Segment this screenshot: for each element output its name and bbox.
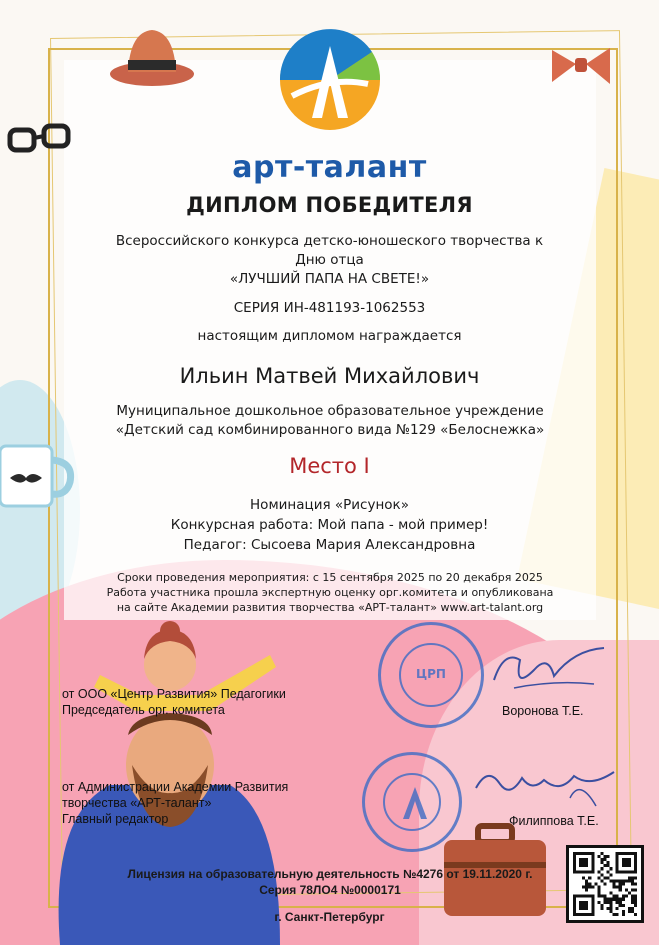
signatory-2-line-2: творчества «АРТ-талант» [62,796,212,810]
contest-work: Конкурсная работа: Мой папа - мой пример! [170,517,489,533]
terms-line-3: на сайте Академии развития творчества «АРТ-талант» www.art-talant.org [116,601,544,614]
awarded-text: настоящим дипломом награждается [197,328,462,344]
organization-line-1: Муниципальное дошкольное образовательное учреждение [116,403,544,419]
signature-voronova [484,640,614,700]
terms-block [90,570,570,615]
winner-name: Ильин Матвей Михайлович [179,364,480,388]
bow-tie-icon [548,42,614,92]
art-talant-logo-icon [272,22,388,138]
signatory-2 [62,779,322,827]
stamp-crp [378,622,484,728]
qr-code-pattern [573,852,637,916]
stamp-crp-text: ЦРП [416,667,446,681]
signatory-1-line-1: от ООО «Центр Развития» Педагогики [62,687,286,701]
organization [80,402,580,440]
diploma-title: ДИПЛОМ ПОБЕДИТЕЛЯ [186,193,473,217]
teacher: Педагог: Сысоева Мария Александровна [183,537,476,553]
brand-name: арт-талант [232,150,427,185]
signatory-2-name: Филиппова Т.Е. [509,814,599,828]
license-line-2: Серия 78ЛО4 №0000171 [259,883,401,897]
stamp-art-talant [362,752,462,852]
signatory-2-line-1: от Администрации Академии Развития [62,780,289,794]
city: г. Санкт-Петербург [274,910,385,924]
signatory-2-line-3: Главный редактор [62,812,169,826]
license-line-1: Лицензия на образовательную деятельность №4276 от 19.11.2020 г. [127,867,533,881]
stamp-logo-icon [399,785,431,821]
signature-filippova [470,758,620,818]
license-info [100,866,560,898]
terms-line-2: Работа участника прошла экспертную оценку орг.комитета и опубликована [106,586,554,599]
nomination: Номинация «Рисунок» [250,497,409,513]
series-number: СЕРИЯ ИН-481193-1062553 [233,300,426,316]
nomination-block [0,495,659,555]
contest-line-1: Всероссийского конкурса детско-юношеского творчества к [115,233,544,249]
signatory-1-line-2: Председатель орг. комитета [62,703,225,717]
hat-icon [108,22,196,92]
contest-description [100,232,559,289]
signatory-1 [62,686,322,718]
contest-line-2: Дню отца [295,252,364,268]
organization-line-2: «Детский сад комбинированного вида №129 «Белоснежка» [115,422,545,438]
contest-line-3: «ЛУЧШИЙ ПАПА НА СВЕТЕ!» [229,271,430,287]
signatory-1-name: Воронова Т.Е. [502,704,584,718]
terms-line-1: Сроки проведения мероприятия: с 15 сентября 2025 по 20 декабря 2025 [117,571,543,584]
place-award: Место I [289,454,370,478]
qr-code-icon[interactable] [566,845,644,923]
